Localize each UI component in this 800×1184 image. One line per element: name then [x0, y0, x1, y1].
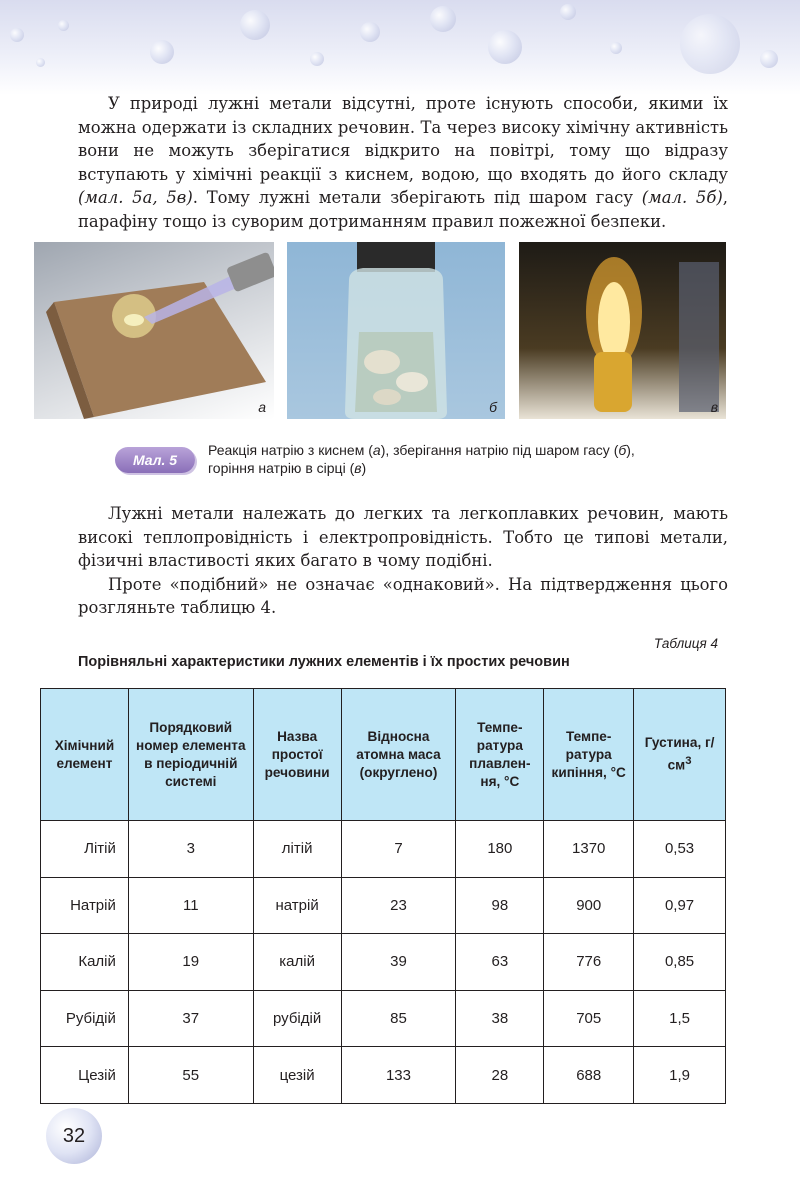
cell-density: 1,9	[634, 1047, 726, 1104]
caption-text: ), зберігання натрію під шаром гасу (	[380, 442, 619, 458]
header-boiling-point: Темпе-ратура кипіння, °С	[544, 689, 634, 821]
body-text	[78, 502, 728, 620]
cell-boiling: 688	[544, 1047, 634, 1104]
intro-mid: . Тому лужні метали зберігають під шаром гасу	[192, 188, 633, 208]
caption-text: Реакція натрію з киснем (	[208, 442, 373, 458]
header-element: Хімічний елемент	[41, 689, 129, 821]
photo-sodium-sulfur	[519, 242, 726, 419]
alkali-metals-table	[40, 688, 726, 1104]
cell-substance: літій	[253, 821, 341, 878]
cell-boiling: 776	[544, 934, 634, 991]
body-paragraph-2: Проте «подібний» не означає «однаковий». На підтвердження цього розгляньте таблицю 4.	[78, 574, 728, 618]
cell-atomic-number: 19	[128, 934, 253, 991]
cell-melting: 28	[456, 1047, 544, 1104]
intro-text	[78, 92, 728, 234]
cell-density: 0,85	[634, 934, 726, 991]
cell-melting: 63	[456, 934, 544, 991]
cell-atomic-number: 3	[128, 821, 253, 878]
caption-ref-b: б	[618, 442, 627, 458]
cell-element: Цезій	[41, 1047, 129, 1104]
cell-substance: натрій	[253, 877, 341, 934]
cell-atomic-number: 37	[128, 990, 253, 1047]
table-row	[41, 934, 726, 991]
caption-ref-a: а	[372, 442, 381, 458]
table-row	[41, 877, 726, 934]
header-substance-name: Назва простої речовини	[253, 689, 341, 821]
cell-substance: калій	[253, 934, 341, 991]
cell-element: Рубідій	[41, 990, 129, 1047]
cell-atomic-mass: 85	[341, 990, 456, 1047]
cell-atomic-mass: 23	[341, 877, 456, 934]
intro-paragraph: У природі лужні метали відсутні, проте існують способи, якими їх можна одержати із складних речовин. Та через високу хімічну активність вони не можуть зберігатися відкрито на повітрі, тому що відразу вступають у хімічні реакції з киснем, водою, що входять до його складу	[78, 94, 728, 184]
intro-tail: , парафіну тощо із суворим дотриманням правил пожежної безпеки.	[78, 188, 728, 231]
cell-atomic-mass: 39	[341, 934, 456, 991]
cell-atomic-number: 55	[128, 1047, 253, 1104]
cell-density: 0,97	[634, 877, 726, 934]
caption-text: горіння натрію в сірці (	[208, 460, 355, 476]
table-header-row	[41, 689, 726, 821]
cell-substance: рубідій	[253, 990, 341, 1047]
cell-boiling: 1370	[544, 821, 634, 878]
cell-melting: 180	[456, 821, 544, 878]
photo-a-label: а	[258, 399, 266, 415]
photo-b-illustration	[287, 242, 505, 419]
header-melting-point: Темпе-ратура плавлен-ня, °С	[456, 689, 544, 821]
photo-sodium-oxygen	[34, 242, 274, 419]
table-row	[41, 821, 726, 878]
caption-ref-c: в	[354, 460, 362, 476]
cell-substance: цезій	[253, 1047, 341, 1104]
header-density-sup: 3	[685, 755, 692, 768]
header-atomic-mass: Відносна атомна маса (округлено)	[341, 689, 456, 821]
header-density-text: Густина, г/см	[644, 735, 715, 773]
table-label: Таблиця 4	[653, 636, 718, 651]
body-paragraph-1: Лужні метали належать до легких та легкоплавких речовин, мають високі теплопровідність і електропровідність. Тобто це типові метали, фізичні властивості яких багато в чому подібні.	[78, 504, 728, 571]
intro-ref-5a-5v: (мал. 5а, 5в)	[78, 188, 193, 208]
header-decoration	[0, 0, 800, 95]
caption-text: ),	[626, 442, 635, 458]
cell-atomic-number: 11	[128, 877, 253, 934]
cell-density: 1,5	[634, 990, 726, 1047]
photo-b-label: б	[489, 399, 497, 415]
caption-text: )	[361, 460, 367, 476]
page-number: 32	[46, 1108, 102, 1164]
cell-boiling: 705	[544, 990, 634, 1047]
cell-element: Натрій	[41, 877, 129, 934]
photo-c-label: в	[710, 399, 718, 415]
cell-atomic-mass: 7	[341, 821, 456, 878]
cell-atomic-mass: 133	[341, 1047, 456, 1104]
cell-element: Літій	[41, 821, 129, 878]
intro-ref-5b: (мал. 5б)	[641, 188, 723, 208]
header-atomic-number: Порядковий номер елемента в періодичній системі	[128, 689, 253, 821]
header-density	[634, 689, 726, 821]
table-row	[41, 1047, 726, 1104]
photo-c-illustration	[519, 242, 726, 419]
table-row	[41, 990, 726, 1047]
table-title: Порівняльні характеристики лужних елементів і їх простих речовин	[78, 654, 570, 670]
cell-melting: 38	[456, 990, 544, 1047]
cell-density: 0,53	[634, 821, 726, 878]
cell-element: Калій	[41, 934, 129, 991]
cell-melting: 98	[456, 877, 544, 934]
figure-caption	[208, 441, 728, 477]
cell-boiling: 900	[544, 877, 634, 934]
photo-sodium-kerosene	[287, 242, 505, 419]
figure-badge: Мал. 5	[115, 447, 195, 473]
photo-a-illustration	[34, 242, 274, 419]
